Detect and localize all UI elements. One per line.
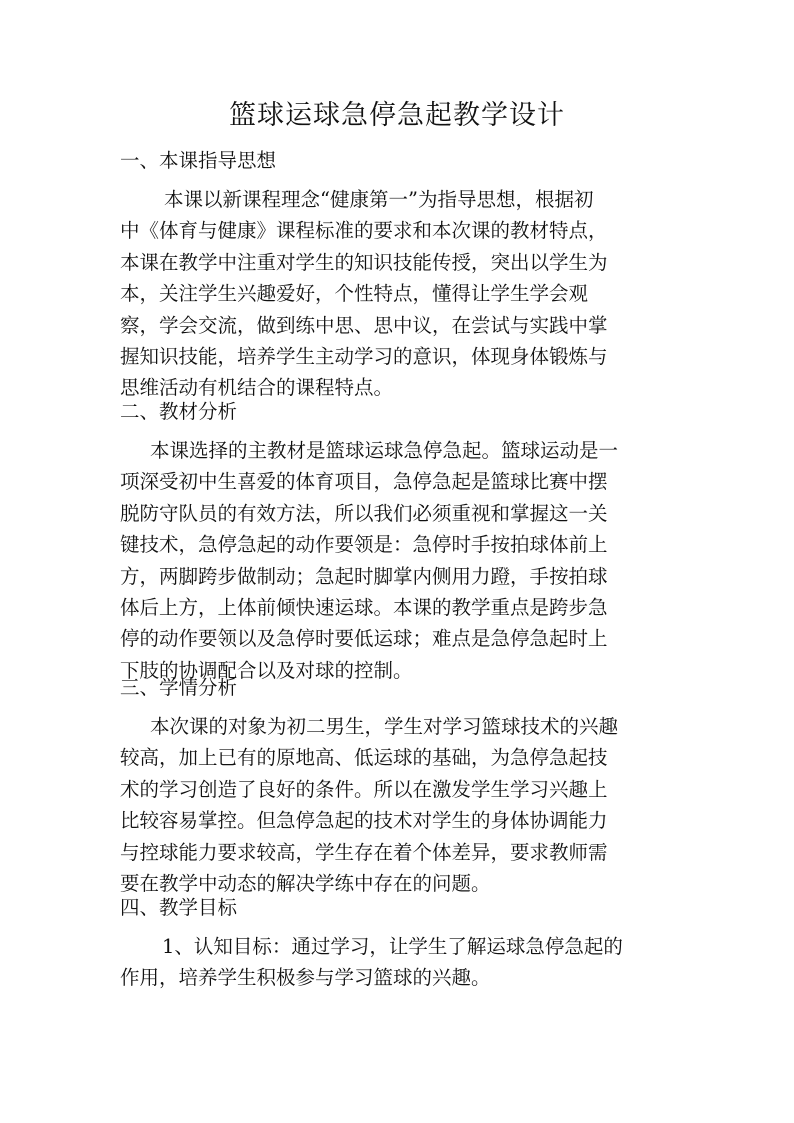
section-paragraph-guiding-thought — [120, 184, 660, 404]
paragraph-line: 中《体育与健康》课程标准的要求和本次课的教材特点， — [120, 219, 608, 243]
section-heading-teaching-objectives: 四、教学目标 — [120, 896, 238, 919]
paragraph-line: 本课选择的主教材是篮球运球急停急起。篮球运动是一 — [150, 439, 619, 462]
paragraph-line: 本课以新课程理念“健康第一”为指导思想，根据初 — [164, 188, 594, 211]
paragraph-line: 与控球能力要求较高，学生存在着个体差异，要求教师需 — [120, 840, 608, 864]
paragraph-line: 本，关注学生兴趣爱好，个性特点，懂得让学生学会观 — [120, 282, 589, 306]
section-heading-guiding-thought: 一、本课指导思想 — [120, 149, 277, 172]
section-paragraph-student-analysis — [120, 711, 660, 899]
document-title: 篮球运球急停急起教学设计 — [229, 100, 565, 131]
paragraph-line: 1、认知目标：通过学习，让学生了解运球急停急起的 — [162, 935, 623, 958]
paragraph-line: 停的动作要领以及急停时要低运球；难点是急停急起时上 — [120, 627, 608, 651]
section-heading-material-analysis: 二、教材分析 — [120, 400, 238, 423]
paragraph-line: 本课在教学中注重对学生的知识技能传授，突出以学生为 — [120, 250, 608, 274]
paragraph-line: 脱防守队员的有效方法，所以我们必须重视和掌握这一关 — [120, 501, 608, 525]
paragraph-line: 项深受初中生喜爱的体育项目，急停急起是篮球比赛中摆 — [120, 470, 608, 494]
paragraph-line: 察，学会交流，做到练中思、思中议，在尝试与实践中掌 — [120, 313, 608, 337]
section-paragraph-teaching-objectives — [120, 931, 660, 994]
paragraph-line: 要在教学中动态的解决学练中存在的问题。 — [120, 871, 491, 895]
paragraph-line: 本次课的对象为初二男生，学生对学习篮球技术的兴趣 — [150, 715, 619, 738]
paragraph-line: 键技术，急停急起的动作要领是：急停时手按拍球体前上 — [120, 533, 608, 557]
section-paragraph-material-analysis — [120, 435, 660, 686]
paragraph-line: 比较容易掌控。但急停急起的技术对学生的身体协调能力 — [120, 809, 608, 833]
paragraph-line: 体后上方，上体前倾快速运球。本课的教学重点是跨步急 — [120, 595, 608, 619]
paragraph-line: 握知识技能，培养学生主动学习的意识，体现身体锻炼与 — [120, 344, 608, 368]
paragraph-line: 下肢的协调配合以及对球的控制。 — [120, 658, 413, 682]
paragraph-line: 较高，加上已有的原地高、低运球的基础，为急停急起技 — [120, 746, 608, 770]
section-heading-student-analysis: 三、学情分析 — [120, 676, 238, 699]
paragraph-line: 方，两脚跨步做制动；急起时脚掌内侧用力蹬，手按拍球 — [120, 564, 608, 588]
paragraph-line: 作用，培养学生积极参与学习篮球的兴趣。 — [120, 966, 491, 990]
paragraph-line: 思维活动有机结合的课程特点。 — [120, 376, 394, 400]
paragraph-line: 术的学习创造了良好的条件。所以在激发学生学习兴趣上 — [120, 777, 608, 801]
